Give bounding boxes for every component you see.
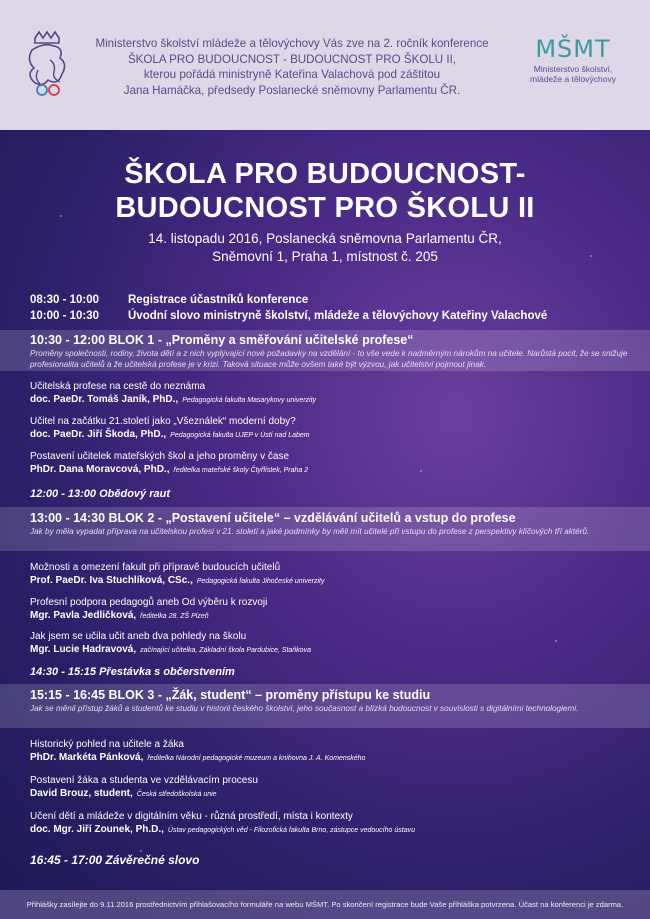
talk-speaker: [30, 463, 630, 478]
schedule-label: Úvodní slovo ministryně školství, mládeže a tělovýchovy Kateřiny Valachové: [128, 310, 548, 322]
closing-remarks: 16:45 - 17:00 Závěrečné slovo: [30, 853, 200, 867]
speaker-affiliation: Pedagogická fakulta UJEP v Ústí nad Labem: [170, 432, 310, 439]
speaker-affiliation: Česká středoškolská unie: [136, 791, 217, 798]
coffee-break: 14:30 - 15:15 Přestávka s občerstvením: [30, 666, 235, 678]
talk-item: [30, 450, 630, 478]
talk-title: Historický pohled na učitele a žáka: [30, 739, 184, 750]
schedule-item-registration: [30, 294, 630, 306]
speaker-affiliation: ředitelka Národní pedagogické muzeum a knihovna J. A. Komenského: [147, 755, 366, 762]
talk-title: Jak jsem se učila učit aneb dva pohledy na školu: [30, 631, 247, 642]
invitation-header: [0, 0, 650, 130]
speaker-affiliation: ředitelka mateřské školy Čtyřlístek, Praha 2: [173, 467, 309, 474]
schedule-label: Registrace účastníků konference: [128, 294, 309, 306]
msmt-logo-mark: MŠMT: [535, 35, 611, 63]
conference-date-venue: [0, 230, 650, 266]
subtitle-line: Sněmovní 1, Praha 1, místnost č. 205: [212, 249, 438, 264]
schedule-time: 10:00 - 10:30: [30, 310, 100, 322]
talk-speaker: [30, 751, 630, 766]
speaker-name: David Brouz, student,: [30, 788, 133, 799]
talk-speaker: [30, 574, 630, 589]
lunch-break: 12:00 - 13:00 Obědový raut: [30, 488, 171, 500]
speaker-affiliation: Pedagogická fakulta Masarykovy univerzity: [182, 397, 317, 404]
speaker-name: PhDr. Markéta Pánková,: [30, 752, 144, 763]
block-description: Proměny společnosti, rodiny, života dětí a z nich vyplývající nové požadavky na vzdělání - to vše vede k nadměrným nárokům na učitele. Narůstá pocit, že se snižuje profesionalita učitelů a že učitelská profese je v krizi. Taková situace může ovšem také být výzvou, jak učitelství pojmout jinak.: [30, 349, 628, 369]
schedule-item-opening: [30, 310, 630, 322]
msmt-logo-name-line: Ministerstvo školství,: [533, 64, 613, 74]
talk-item: [30, 380, 630, 408]
block-description: Jak se měnil přístup žáků a studentů ke studiu v historii českého školství, jeho současnost a blízká budoucnost v souvislosti s digitálními technologiemi.: [30, 704, 579, 713]
talk-speaker: [30, 787, 630, 802]
conference-title: [0, 157, 650, 225]
talk-speaker: [30, 428, 630, 443]
subtitle-line: 14. listopadu 2016, Poslanecká sněmovna Parlamentu ČR,: [148, 231, 502, 246]
block-description: Jak by měla vypadat příprava na učitelskou profesi v 21. století a jaké podmínky by měli mít učitelé při vstupu do profese z perspektivy klíčových tří aktérů.: [30, 527, 590, 536]
speaker-name: doc. Mgr. Jiří Zounek, Ph.D.,: [30, 824, 164, 835]
speaker-affiliation: ředitelka 28. ZŠ Plzeň: [140, 613, 209, 620]
block-heading: 10:30 - 12:00 BLOK 1 - „Proměny a směřování učitelské profese“: [30, 333, 414, 347]
talk-title: Učení dětí a mládeže v digitálním věku - různá prostředí, místa i kontexty: [30, 811, 353, 822]
talk-item: [30, 561, 630, 589]
msmt-logo-name: [508, 64, 638, 84]
talk-item: [30, 630, 630, 658]
registration-footer: Přihlášky zasílejte do 9.11.2016 prostřednictvím přihlašovacího formuláře na webu MŠMT. Po skončení registrace bude Vaše přihláška potvrzena. Účast na konferenci je zdarma.: [0, 890, 650, 919]
talk-item: [30, 774, 630, 802]
talk-item: [30, 738, 630, 766]
talk-item: [30, 810, 630, 838]
schedule-time: 08:30 - 10:00: [30, 294, 100, 306]
block-1: [30, 333, 630, 370]
talk-title: Profesní podpora pedagogů aneb Od výběru k rozvoji: [30, 597, 268, 608]
invitation-text: [82, 36, 502, 98]
talk-title: Možnosti a omezení fakult při přípravě budoucích učitelů: [30, 562, 281, 573]
talk-title: Postavení učitelek mateřských škol a jeho proměny v čase: [30, 451, 290, 462]
talk-item: [30, 415, 630, 443]
speaker-name: PhDr. Dana Moravcová, PhD.,: [30, 464, 170, 475]
invite-line: kterou pořádá ministryně Kateřina Valachová pod záštitou: [143, 68, 441, 81]
talk-title: Učitel na začátku 21.století jako „Všeználek“ moderní doby?: [30, 416, 296, 427]
block-2: [30, 511, 630, 537]
msmt-logo: [508, 36, 638, 84]
msmt-logo-name-line: mládeže a tělovýchovy: [530, 74, 616, 84]
talk-speaker: [30, 393, 630, 408]
title-line: BUDOUCNOST PRO ŠKOLU II: [115, 192, 535, 224]
speaker-affiliation: Ústav pedagogických věd - Filozofická fakulta Brno, zástupce vedoucího ústavu: [167, 827, 415, 834]
speaker-affiliation: Pedagogická fakulta Jihočeské univerzity: [196, 578, 325, 585]
invite-line: Jana Hamáčka, předsedy Poslanecké sněmovny Parlamentu ČR.: [123, 83, 461, 97]
invite-line: Ministerstvo školství mládeže a tělovýchovy Vás zve na 2. ročník konference: [95, 37, 489, 50]
talk-speaker: [30, 643, 630, 658]
block-3: [30, 688, 630, 714]
background-star: [140, 850, 142, 852]
block-heading: 13:00 - 14:30 BLOK 2 - „Postavení učitele“ – vzdělávání učitelů a vstup do profese: [30, 511, 516, 525]
talk-speaker: [30, 609, 630, 624]
talk-title: Učitelská profese na cestě do neznáma: [30, 381, 206, 392]
speaker-name: doc. PaeDr. Tomáš Janík, PhD.,: [30, 394, 179, 405]
title-line: ŠKOLA PRO BUDOUCNOST-: [124, 158, 526, 190]
speaker-name: Prof. PaeDr. Iva Stuchlíková, CSc.,: [30, 575, 193, 586]
talk-item: [30, 596, 630, 624]
talk-speaker: [30, 823, 630, 838]
speaker-name: doc. PaeDr. Jiří Škoda, PhD.,: [30, 429, 167, 440]
lion-crest-icon: [20, 30, 74, 102]
invite-line: ŠKOLA PRO BUDOUCNOST - BUDOUCNOST PRO ŠKOLU II,: [127, 52, 457, 66]
speaker-affiliation: začínající učitelka, Základní škola Pardubice, Staňkova: [140, 647, 311, 654]
talk-title: Postavení žáka a studenta ve vzdělávacím procesu: [30, 775, 258, 786]
block-heading: 15:15 - 16:45 BLOK 3 - „Žák, student“ – proměny přístupu ke studiu: [30, 688, 431, 702]
speaker-name: Mgr. Pavla Jedličková,: [30, 610, 137, 621]
speaker-name: Mgr. Lucie Hadravová,: [30, 644, 137, 655]
